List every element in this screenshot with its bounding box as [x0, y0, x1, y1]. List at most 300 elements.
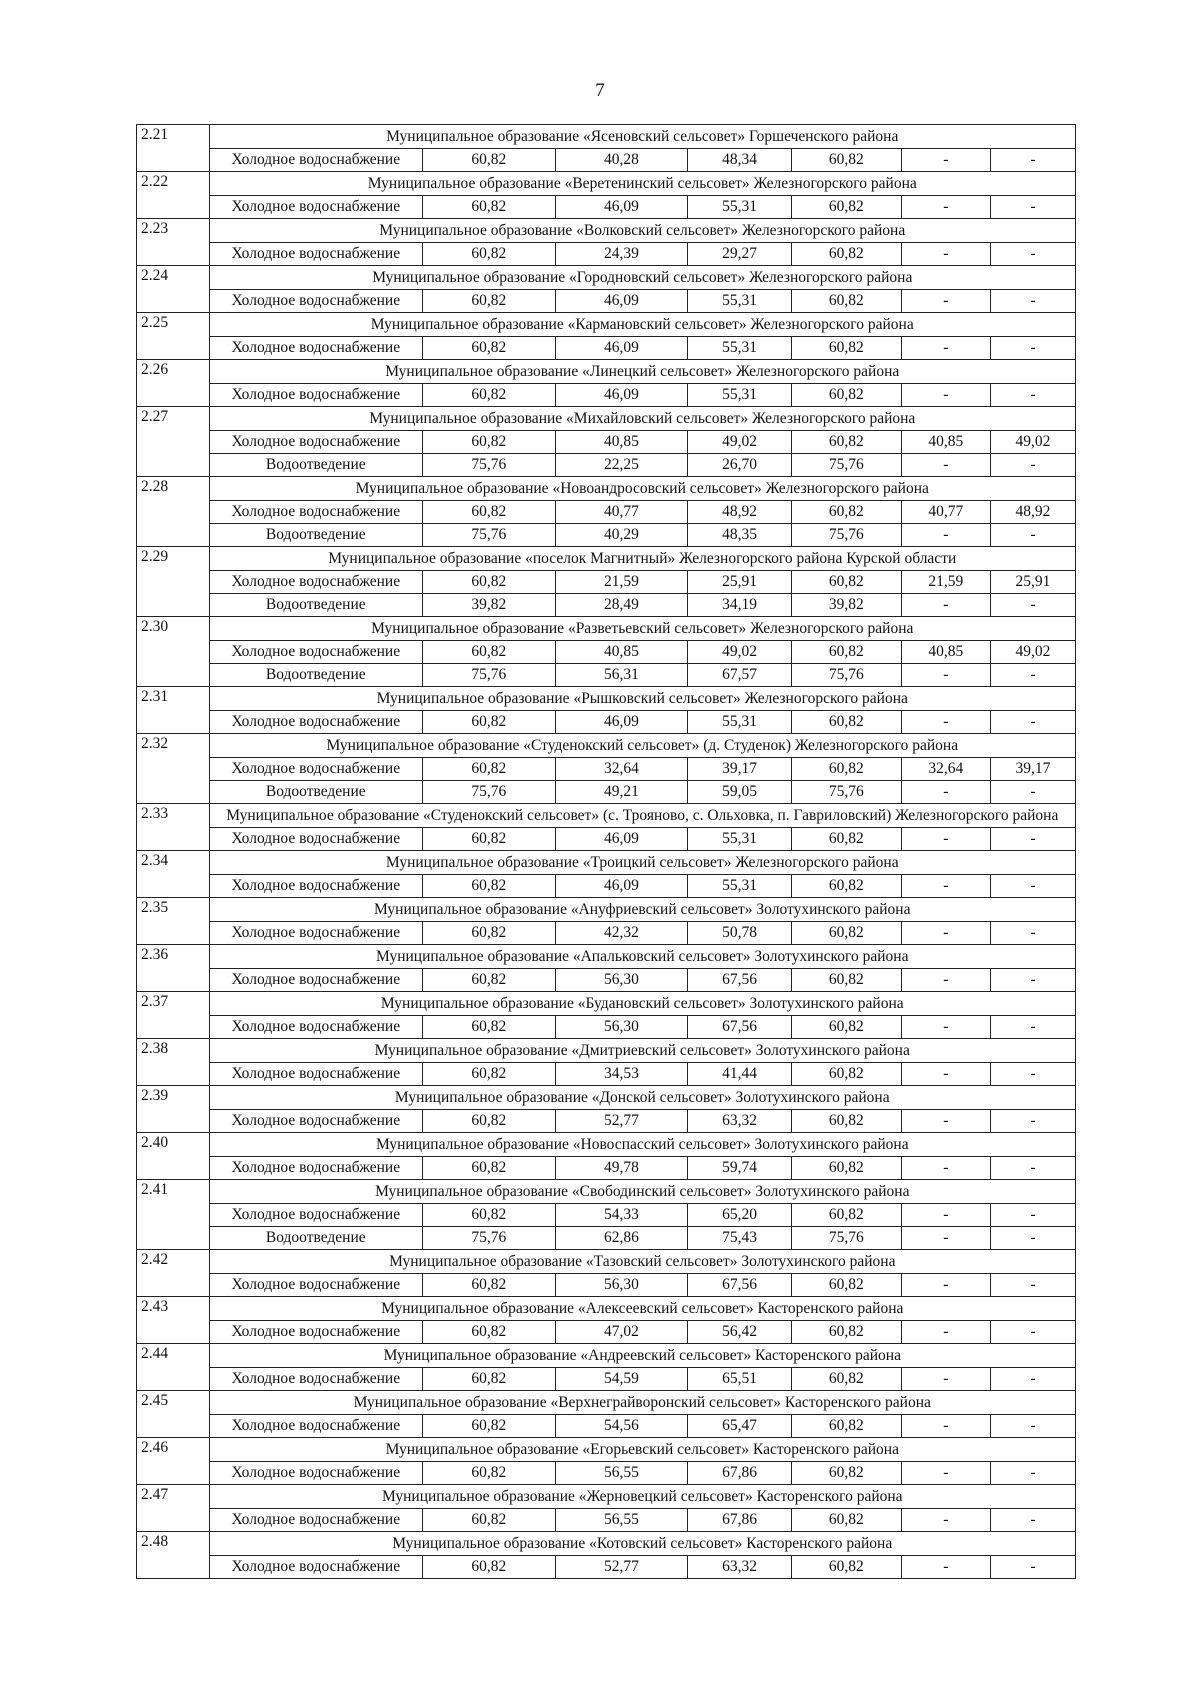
tariff-value: 60,82 [791, 1109, 901, 1133]
tariff-value: - [901, 663, 990, 687]
tariff-value: 60,82 [423, 710, 556, 734]
tariff-value: 60,82 [791, 1508, 901, 1532]
tariff-value: 60,82 [791, 827, 901, 851]
tariff-value: 40,85 [555, 430, 688, 453]
tariff-value: 60,82 [791, 1461, 901, 1485]
service-row [137, 1156, 1076, 1180]
service-name: Холодное водоснабжение [209, 430, 422, 453]
section-title: Муниципальное образование «Кармановский сельсовет» Железногорского района [209, 313, 1075, 337]
tariff-value: 22,25 [555, 453, 688, 477]
tariff-value: - [990, 453, 1075, 477]
tariff-value: 60,82 [791, 1062, 901, 1086]
tariff-value: - [901, 195, 990, 219]
section-header-row [137, 1250, 1076, 1274]
tariff-value: 65,20 [688, 1203, 792, 1226]
section-header-row [137, 1297, 1076, 1321]
tariff-value: 52,77 [555, 1555, 688, 1579]
tariff-value: - [990, 968, 1075, 992]
tariff-value: 60,82 [791, 757, 901, 780]
tariff-value: - [901, 968, 990, 992]
row-number-cell [137, 968, 210, 992]
service-name: Холодное водоснабжение [209, 1555, 422, 1579]
page-number: 7 [595, 80, 605, 101]
tariff-value: 60,82 [423, 1555, 556, 1579]
tariff-value: 32,64 [901, 757, 990, 780]
row-number-cell [137, 1203, 210, 1226]
section-header-row [137, 687, 1076, 711]
tariff-value: 49,02 [990, 640, 1075, 663]
tariff-value: 60,82 [791, 1203, 901, 1226]
tariff-value: 40,77 [555, 500, 688, 523]
row-number-cell [137, 1508, 210, 1532]
tariff-value: 60,82 [423, 289, 556, 313]
row-number-cell [137, 1109, 210, 1133]
tariff-value: 59,05 [688, 780, 792, 804]
tariff-value: 49,78 [555, 1156, 688, 1180]
tariff-value: 55,31 [688, 289, 792, 313]
tariff-value: 56,31 [555, 663, 688, 687]
service-name: Холодное водоснабжение [209, 1461, 422, 1485]
tariff-value: - [990, 1226, 1075, 1250]
tariff-value: 55,31 [688, 710, 792, 734]
tariff-value: - [990, 1320, 1075, 1344]
service-name: Холодное водоснабжение [209, 757, 422, 780]
service-name: Холодное водоснабжение [209, 148, 422, 172]
service-row [137, 1203, 1076, 1226]
service-row [137, 1015, 1076, 1039]
row-number-cell [137, 710, 210, 734]
section-header-row [137, 1344, 1076, 1368]
tariff-value: 60,82 [791, 640, 901, 663]
tariff-value: 60,82 [423, 500, 556, 523]
tariff-value: 60,82 [423, 1015, 556, 1039]
tariff-value: 49,02 [688, 640, 792, 663]
tariff-value: - [901, 921, 990, 945]
service-row [137, 383, 1076, 407]
tariff-value: - [990, 336, 1075, 360]
service-name: Холодное водоснабжение [209, 874, 422, 898]
tariff-value: 60,82 [791, 336, 901, 360]
tariff-value: 60,82 [791, 1015, 901, 1039]
row-number-cell [137, 874, 210, 898]
service-name: Холодное водоснабжение [209, 500, 422, 523]
tariff-value: - [901, 1156, 990, 1180]
section-title: Муниципальное образование «Веретенинский сельсовет» Железногорского района [209, 172, 1075, 196]
tariff-value: - [901, 242, 990, 266]
service-row [137, 1508, 1076, 1532]
service-row [137, 1226, 1076, 1250]
tariff-value: - [901, 1508, 990, 1532]
tariff-value: 65,47 [688, 1414, 792, 1438]
section-header-row [137, 1391, 1076, 1415]
tariff-value: - [901, 780, 990, 804]
tariff-value: 40,85 [901, 430, 990, 453]
tariff-value: 60,82 [791, 1320, 901, 1344]
tariff-value: 60,82 [423, 1414, 556, 1438]
section-number: 2.48 [137, 1532, 210, 1556]
tariff-value: 39,82 [791, 593, 901, 617]
row-number-cell [137, 453, 210, 477]
tariff-value: - [990, 289, 1075, 313]
section-title: Муниципальное образование «Ануфриевский сельсовет» Золотухинского района [209, 898, 1075, 922]
tariff-value: 60,82 [791, 430, 901, 453]
row-number-cell [137, 640, 210, 663]
section-number: 2.42 [137, 1250, 210, 1274]
service-name: Холодное водоснабжение [209, 1367, 422, 1391]
tariff-value: 60,82 [423, 1367, 556, 1391]
tariff-value: 39,17 [688, 757, 792, 780]
section-title: Муниципальное образование «Волковский сельсовет» Железногорского района [209, 219, 1075, 243]
service-row [137, 523, 1076, 547]
service-name: Водоотведение [209, 453, 422, 477]
tariff-value: - [990, 383, 1075, 407]
tariff-value: 56,30 [555, 1015, 688, 1039]
service-name: Холодное водоснабжение [209, 921, 422, 945]
section-title: Муниципальное образование «Новоандросовский сельсовет» Железногорского района [209, 477, 1075, 501]
service-row [137, 195, 1076, 219]
tariff-value: 50,78 [688, 921, 792, 945]
section-header-row [137, 477, 1076, 501]
tariff-value: - [990, 523, 1075, 547]
tariff-value: 67,86 [688, 1508, 792, 1532]
service-name: Холодное водоснабжение [209, 640, 422, 663]
section-title: Муниципальное образование «Михайловский сельсовет» Железногорского района [209, 407, 1075, 431]
tariff-value: 60,82 [791, 289, 901, 313]
tariff-value: 67,57 [688, 663, 792, 687]
tariff-value: 60,82 [423, 1273, 556, 1297]
tariff-value: 55,31 [688, 827, 792, 851]
section-header-row [137, 945, 1076, 969]
tariff-value: 55,31 [688, 383, 792, 407]
tariff-value: 48,92 [990, 500, 1075, 523]
tariff-value: 60,82 [423, 242, 556, 266]
tariff-value: 67,56 [688, 1015, 792, 1039]
tariff-table-body [137, 125, 1076, 1579]
section-header-row [137, 313, 1076, 337]
tariff-value: - [990, 1109, 1075, 1133]
row-number-cell [137, 1156, 210, 1180]
service-row [137, 1367, 1076, 1391]
tariff-value: 29,27 [688, 242, 792, 266]
tariff-value: - [901, 1062, 990, 1086]
section-header-row [137, 360, 1076, 384]
section-header-row [137, 898, 1076, 922]
row-number-cell [137, 1015, 210, 1039]
tariff-value: 40,85 [555, 640, 688, 663]
service-name: Холодное водоснабжение [209, 1320, 422, 1344]
service-name: Водоотведение [209, 780, 422, 804]
section-number: 2.32 [137, 734, 210, 758]
tariff-value: - [901, 1203, 990, 1226]
tariff-value: 60,82 [791, 1367, 901, 1391]
service-name: Холодное водоснабжение [209, 1508, 422, 1532]
tariff-value: 75,76 [791, 663, 901, 687]
row-number-cell [137, 1555, 210, 1579]
service-row [137, 289, 1076, 313]
tariff-value: 34,53 [555, 1062, 688, 1086]
tariff-value: 60,82 [791, 710, 901, 734]
tariff-value: 46,09 [555, 195, 688, 219]
service-name: Водоотведение [209, 523, 422, 547]
section-title: Муниципальное образование «Линецкий сельсовет» Железногорского района [209, 360, 1075, 384]
tariff-value: 56,42 [688, 1320, 792, 1344]
tariff-value: 75,76 [791, 780, 901, 804]
section-title: Муниципальное образование «Рышковский сельсовет» Железногорского района [209, 687, 1075, 711]
section-title: Муниципальное образование «Егорьевский сельсовет» Касторенского района [209, 1438, 1075, 1462]
service-name: Водоотведение [209, 593, 422, 617]
tariff-value: - [901, 1461, 990, 1485]
tariff-value: - [901, 523, 990, 547]
section-title: Муниципальное образование «Троицкий сельсовет» Железногорского района [209, 851, 1075, 875]
tariff-value: 60,82 [423, 1062, 556, 1086]
tariff-value: 46,09 [555, 383, 688, 407]
service-name: Холодное водоснабжение [209, 242, 422, 266]
section-title: Муниципальное образование «Апальковский сельсовет» Золотухинского района [209, 945, 1075, 969]
service-row [137, 242, 1076, 266]
tariff-value: 39,17 [990, 757, 1075, 780]
service-row [137, 570, 1076, 593]
section-title: Муниципальное образование «Разветьевский сельсовет» Железногорского района [209, 617, 1075, 641]
section-number: 2.47 [137, 1485, 210, 1509]
section-header-row [137, 219, 1076, 243]
tariff-value: 75,76 [423, 663, 556, 687]
tariff-value: 42,32 [555, 921, 688, 945]
section-header-row [137, 1485, 1076, 1509]
service-name: Холодное водоснабжение [209, 336, 422, 360]
section-title: Муниципальное образование «Студенокский сельсовет» (д. Студенок) Железногорского района [209, 734, 1075, 758]
tariff-value: - [990, 195, 1075, 219]
tariff-value: 75,76 [791, 1226, 901, 1250]
tariff-value: 60,82 [423, 383, 556, 407]
row-number-cell [137, 780, 210, 804]
tariff-value: 75,76 [423, 523, 556, 547]
tariff-value: - [901, 1015, 990, 1039]
row-number-cell [137, 570, 210, 593]
tariff-value: 21,59 [555, 570, 688, 593]
section-number: 2.22 [137, 172, 210, 196]
section-title: Муниципальное образование «Студенокский сельсовет» (с. Трояново, с. Ольховка, п. Гавриловский) Железногорского района [209, 804, 1075, 828]
tariff-value: 60,82 [423, 1508, 556, 1532]
service-row [137, 710, 1076, 734]
row-number-cell [137, 1273, 210, 1297]
service-name: Холодное водоснабжение [209, 1109, 422, 1133]
tariff-value: 75,76 [791, 523, 901, 547]
tariff-value: 60,82 [423, 570, 556, 593]
tariff-value: 60,82 [423, 827, 556, 851]
service-row [137, 1273, 1076, 1297]
tariff-value: - [901, 1273, 990, 1297]
tariff-value: 40,28 [555, 148, 688, 172]
tariff-value: - [990, 593, 1075, 617]
service-row [137, 1062, 1076, 1086]
service-name: Водоотведение [209, 1226, 422, 1250]
tariff-value: 75,76 [423, 780, 556, 804]
service-row [137, 663, 1076, 687]
service-name: Холодное водоснабжение [209, 289, 422, 313]
tariff-value: 49,21 [555, 780, 688, 804]
section-title: Муниципальное образование «поселок Магнитный» Железногорского района Курской области [209, 547, 1075, 571]
service-name: Холодное водоснабжение [209, 1015, 422, 1039]
tariff-value: 48,92 [688, 500, 792, 523]
tariff-value: - [901, 1414, 990, 1438]
service-row [137, 1461, 1076, 1485]
section-header-row [137, 172, 1076, 196]
tariff-value: - [990, 1461, 1075, 1485]
service-row [137, 874, 1076, 898]
row-number-cell [137, 430, 210, 453]
section-title: Муниципальное образование «Тазовский сельсовет» Золотухинского района [209, 1250, 1075, 1274]
service-row [137, 640, 1076, 663]
tariff-value: 60,82 [423, 1203, 556, 1226]
tariff-value: 60,82 [423, 336, 556, 360]
tariff-value: 60,82 [423, 921, 556, 945]
tariff-value: 60,82 [791, 148, 901, 172]
service-row [137, 921, 1076, 945]
service-row [137, 827, 1076, 851]
tariff-value: - [990, 148, 1075, 172]
service-name: Холодное водоснабжение [209, 570, 422, 593]
service-row [137, 336, 1076, 360]
tariff-value: 40,29 [555, 523, 688, 547]
tariff-value: 65,51 [688, 1367, 792, 1391]
tariff-value: - [990, 780, 1075, 804]
row-number-cell [137, 1320, 210, 1344]
service-row [137, 1555, 1076, 1579]
row-number-cell [137, 757, 210, 780]
service-name: Холодное водоснабжение [209, 827, 422, 851]
section-number: 2.40 [137, 1133, 210, 1157]
section-number: 2.34 [137, 851, 210, 875]
row-number-cell [137, 593, 210, 617]
tariff-value: - [990, 1015, 1075, 1039]
tariff-value: 60,82 [791, 1414, 901, 1438]
section-number: 2.23 [137, 219, 210, 243]
service-name: Холодное водоснабжение [209, 1156, 422, 1180]
section-title: Муниципальное образование «Верхнеграйворонский сельсовет» Касторенского района [209, 1391, 1075, 1415]
tariff-value: 67,86 [688, 1461, 792, 1485]
row-number-cell [137, 1367, 210, 1391]
tariff-value: 34,19 [688, 593, 792, 617]
tariff-value: 55,31 [688, 336, 792, 360]
tariff-value: 60,82 [423, 148, 556, 172]
service-row [137, 430, 1076, 453]
section-number: 2.30 [137, 617, 210, 641]
tariff-value: 49,02 [990, 430, 1075, 453]
service-name: Холодное водоснабжение [209, 1414, 422, 1438]
tariff-table [136, 124, 1076, 1579]
section-number: 2.35 [137, 898, 210, 922]
tariff-value: 63,32 [688, 1555, 792, 1579]
section-header-row [137, 1438, 1076, 1462]
tariff-value: 60,82 [791, 195, 901, 219]
section-header-row [137, 1180, 1076, 1204]
section-title: Муниципальное образование «Андреевский сельсовет» Касторенского района [209, 1344, 1075, 1368]
section-header-row [137, 734, 1076, 758]
section-header-row [137, 125, 1076, 149]
section-number: 2.43 [137, 1297, 210, 1321]
section-number: 2.41 [137, 1180, 210, 1204]
service-row [137, 593, 1076, 617]
tariff-value: 46,09 [555, 710, 688, 734]
tariff-value: 49,02 [688, 430, 792, 453]
section-number: 2.24 [137, 266, 210, 290]
tariff-value: - [901, 336, 990, 360]
service-name: Холодное водоснабжение [209, 195, 422, 219]
tariff-value: 75,76 [423, 453, 556, 477]
section-number: 2.46 [137, 1438, 210, 1462]
service-name: Холодное водоснабжение [209, 1203, 422, 1226]
tariff-value: 67,56 [688, 968, 792, 992]
row-number-cell [137, 1226, 210, 1250]
tariff-value: 67,56 [688, 1273, 792, 1297]
tariff-value: - [990, 874, 1075, 898]
tariff-value: - [901, 289, 990, 313]
row-number-cell [137, 523, 210, 547]
section-number: 2.36 [137, 945, 210, 969]
service-name: Холодное водоснабжение [209, 1273, 422, 1297]
tariff-value: 54,59 [555, 1367, 688, 1391]
tariff-value: 60,82 [423, 1156, 556, 1180]
tariff-value: - [901, 148, 990, 172]
tariff-value: 60,82 [791, 1555, 901, 1579]
section-title: Муниципальное образование «Свободинский сельсовет» Золотухинского района [209, 1180, 1075, 1204]
tariff-value: 46,09 [555, 827, 688, 851]
tariff-value: 41,44 [688, 1062, 792, 1086]
tariff-value: 56,55 [555, 1508, 688, 1532]
section-header-row [137, 992, 1076, 1016]
tariff-value: - [990, 1508, 1075, 1532]
tariff-value: 21,59 [901, 570, 990, 593]
tariff-value: - [990, 827, 1075, 851]
service-row [137, 968, 1076, 992]
tariff-value: 55,31 [688, 195, 792, 219]
tariff-value: - [990, 1273, 1075, 1297]
tariff-value: 60,82 [791, 570, 901, 593]
tariff-value: - [901, 1109, 990, 1133]
service-name: Водоотведение [209, 663, 422, 687]
section-title: Муниципальное образование «Котовский сельсовет» Касторенского района [209, 1532, 1075, 1556]
tariff-value: - [901, 874, 990, 898]
tariff-value: - [901, 1320, 990, 1344]
tariff-value: - [901, 827, 990, 851]
tariff-value: - [901, 1367, 990, 1391]
service-row [137, 453, 1076, 477]
tariff-value: - [901, 593, 990, 617]
tariff-value: - [901, 383, 990, 407]
tariff-value: 56,55 [555, 1461, 688, 1485]
section-number: 2.21 [137, 125, 210, 149]
tariff-value: 40,77 [901, 500, 990, 523]
tariff-value: 60,82 [791, 968, 901, 992]
row-number-cell [137, 148, 210, 172]
tariff-value: 46,09 [555, 289, 688, 313]
tariff-value: 60,82 [791, 242, 901, 266]
service-row [137, 1414, 1076, 1438]
row-number-cell [137, 383, 210, 407]
tariff-value: 48,35 [688, 523, 792, 547]
row-number-cell [137, 336, 210, 360]
section-title: Муниципальное образование «Донской сельсовет» Золотухинского района [209, 1086, 1075, 1110]
tariff-value: - [990, 1156, 1075, 1180]
section-number: 2.38 [137, 1039, 210, 1063]
tariff-value: - [990, 1367, 1075, 1391]
tariff-value: 60,82 [423, 195, 556, 219]
section-number: 2.44 [137, 1344, 210, 1368]
section-title: Муниципальное образование «Будановский сельсовет» Золотухинского района [209, 992, 1075, 1016]
tariff-value: 60,82 [423, 1461, 556, 1485]
tariff-value: 48,34 [688, 148, 792, 172]
tariff-value: - [901, 1226, 990, 1250]
